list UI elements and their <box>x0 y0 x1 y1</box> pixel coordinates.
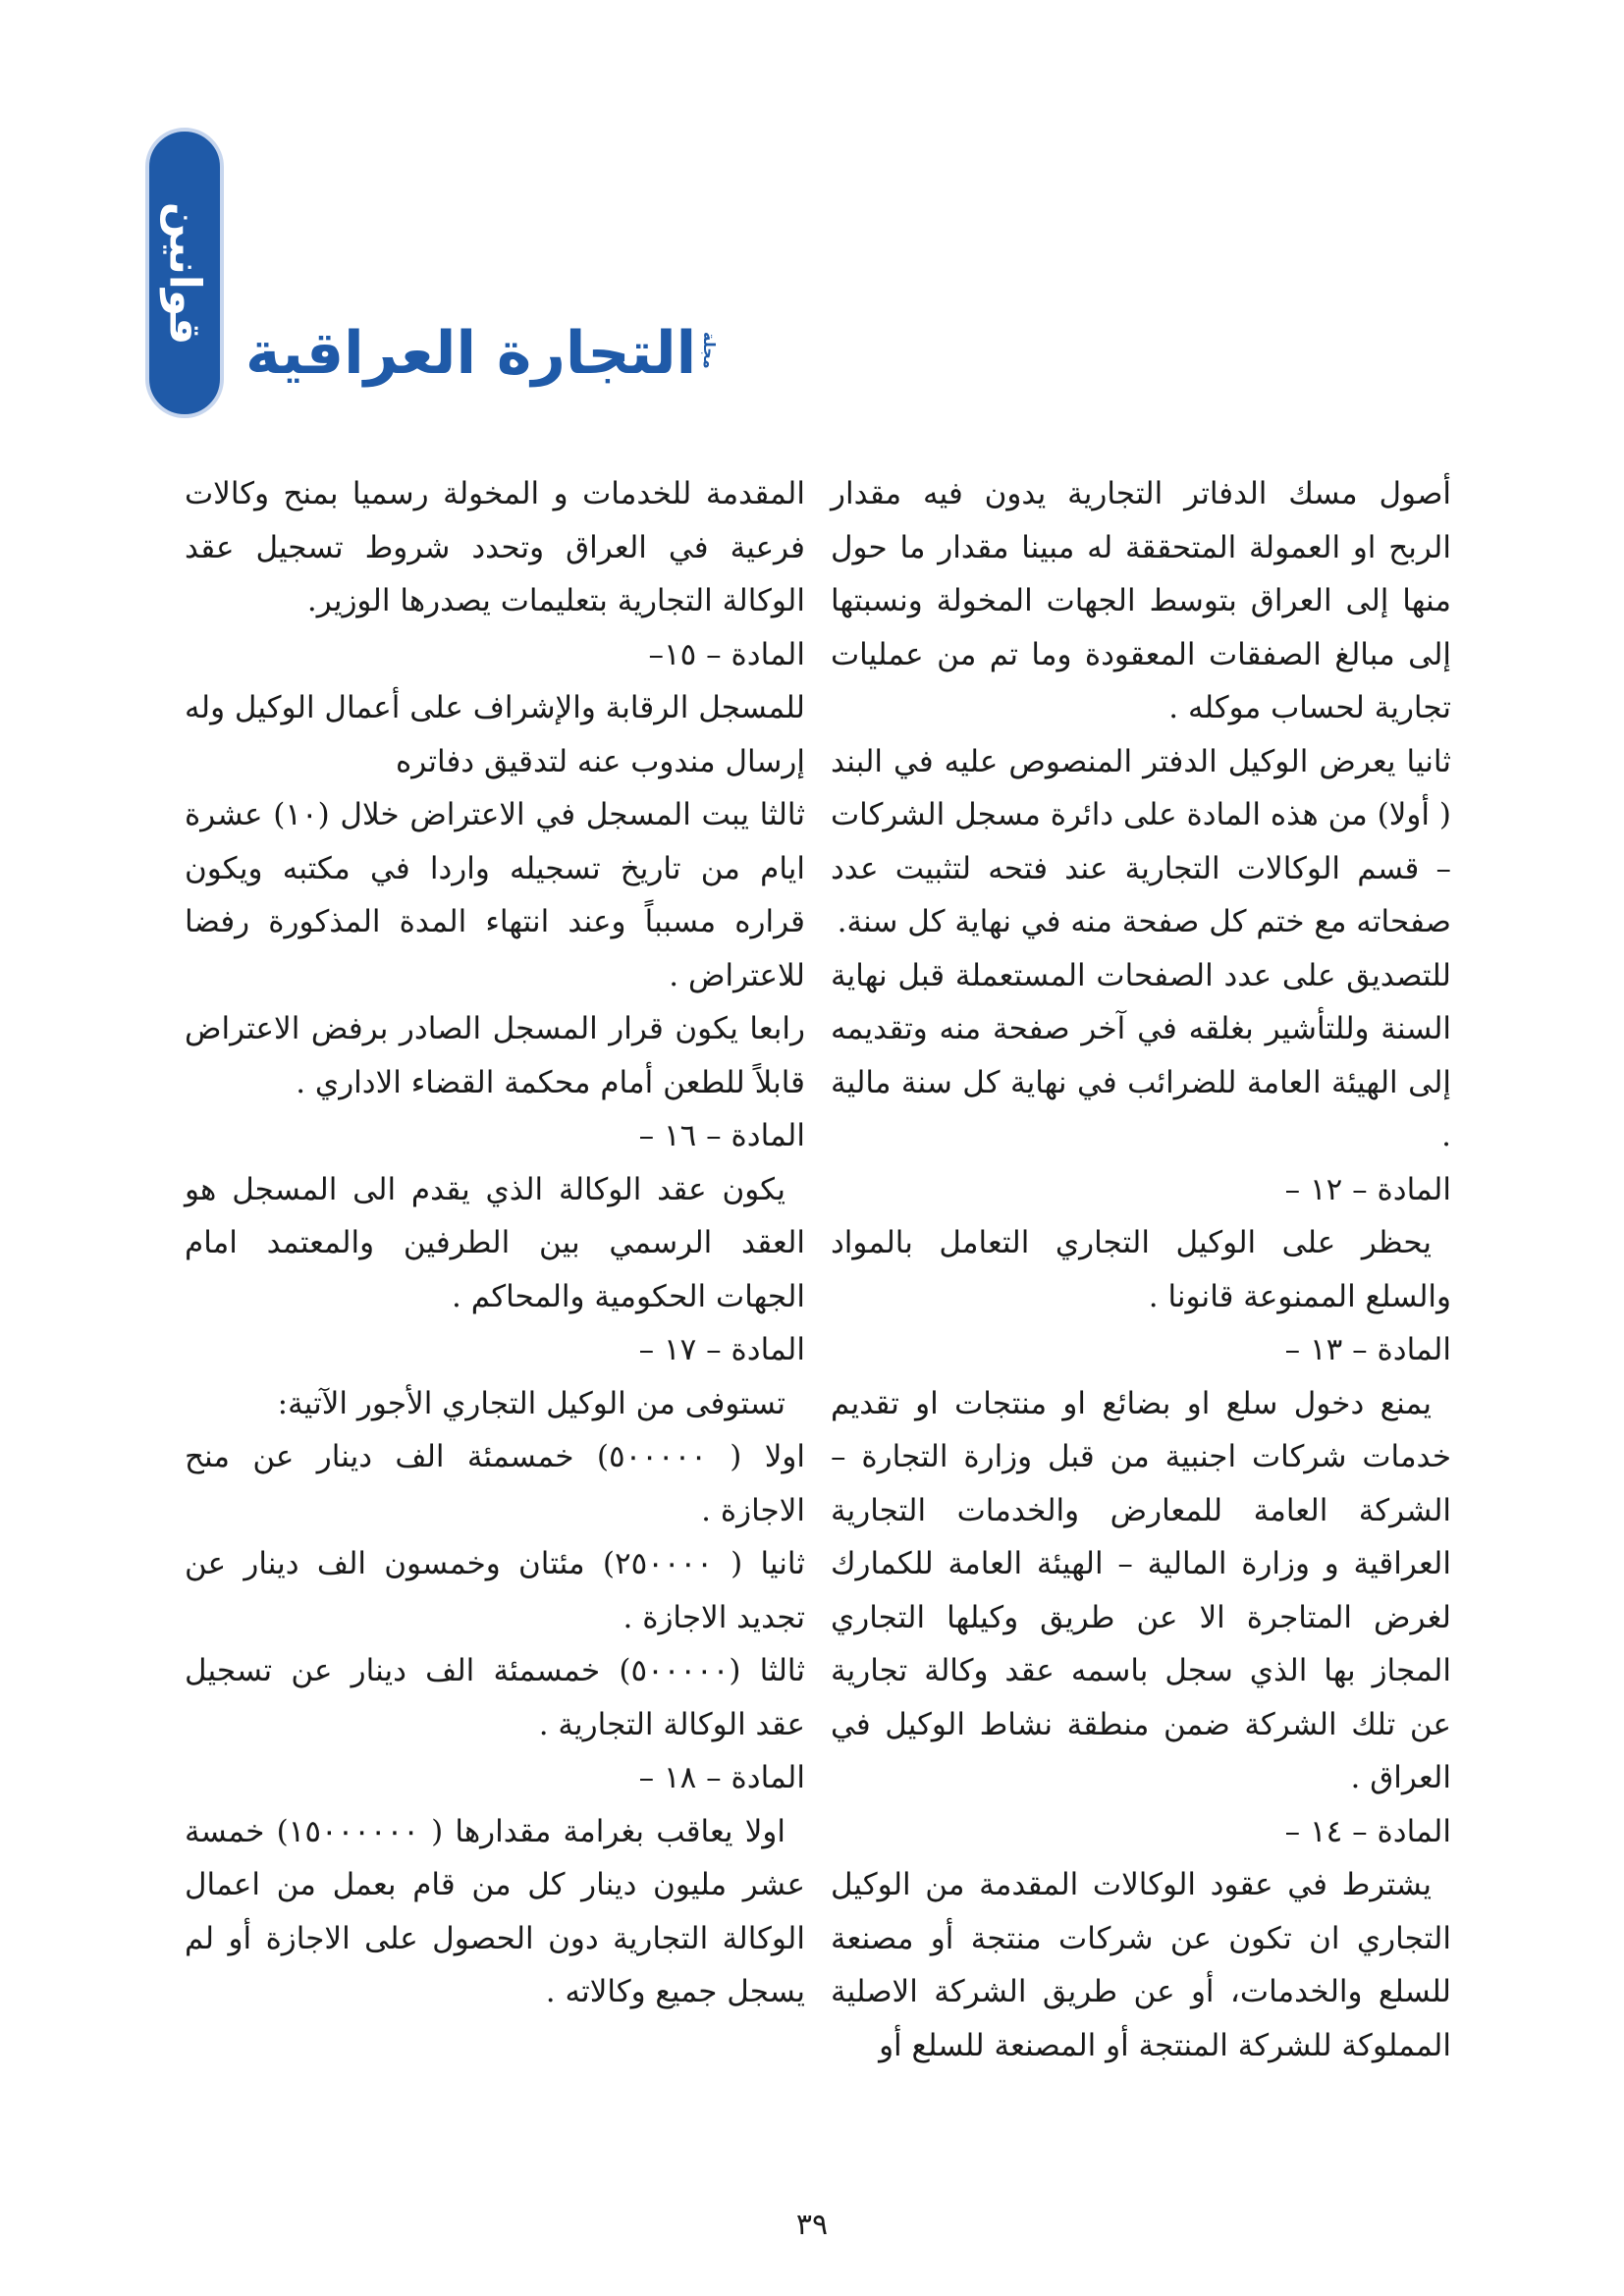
paragraph: ثالثا يبت المسجل في الاعتراض خلال (١٠) عشرة ايام من تاريخ تسجيله واردا في مكتبه ويكون قراره مسبباً وعند انتهاء المدة المذكورة رفضا للاعتراض . <box>185 797 806 993</box>
paragraph: للمسجل الرقابة والإشراف على أعمال الوكيل وله إرسال مندوب عنه لتدقيق دفاتره <box>185 690 805 779</box>
article-heading: المادة – ١٧ – <box>638 1332 805 1367</box>
article-heading: المادة – ١٢ – <box>1284 1171 1451 1207</box>
magazine-title: التجارة العراقية <box>245 319 697 388</box>
paragraph: ثانيا ( ٢٥٠٠٠٠) مئتان وخمسون الف دينار عن تجديد الاجازة . <box>185 1546 805 1635</box>
paragraph: المقدمة للخدمات و المخولة رسميا بمنح وكالات فرعية في العراق وتحدد شروط تسجيل عقد الوكالة التجارية بتعليمات يصدرها الوزير. <box>185 476 805 618</box>
paragraph: للتصديق على عدد الصفحات المستعملة قبل نهاية السنة وللتأشير بغلقه في آخر صفحة منه وتقديمه إلى الهيئة العامة للضرائب في نهاية كل سنة مالية . <box>831 957 1451 1153</box>
section-tab <box>145 128 224 418</box>
paragraph: ثالثا (٥٠٠٠٠٠) خمسمئة الف دينار عن تسجيل عقد الوكالة التجارية . <box>185 1653 805 1742</box>
paragraph: رابعا يكون قرار المسجل الصادر برفض الاعتراض قابلاً للطعن أمام محكمة القضاء الاداري . <box>185 1011 805 1100</box>
article-heading: المادة – ١٨ – <box>638 1760 805 1795</box>
paragraph: يحظر على الوكيل التجاري التعامل بالمواد والسلع الممنوعة قانونا . <box>831 1225 1451 1314</box>
paragraph: يشترط في عقود الوكالات المقدمة من الوكيل التجاري ان تكون عن شركات منتجة أو مصنعة للسلع والخدمات، أو عن طريق الشركة الاصلية المملوكة للشركة المنتجة أو المصنعة للسلع أو <box>831 1867 1451 2063</box>
paragraph: يمنع دخول سلع او بضائع او منتجات او تقديم خدمات شركات اجنبية من قبل وزارة التجارة – الشركة العامة للمعارض والخدمات التجارية العراقية و وزارة المالية – الهيئة العامة للكمارك لغرض المتاجرة الا عن طريق وكيلها التجاري المجاز بها الذي سجل باسمه عقد وكالة تجارية عن تلك الشركة ضمن منطقة نشاط الوكيل في العراق . <box>831 1385 1451 1795</box>
article-heading: المادة – ١٤ – <box>1284 1813 1451 1849</box>
page-number: ٣٩ <box>795 2208 829 2242</box>
right-column <box>831 467 1451 2072</box>
paragraph: أصول مسك الدفاتر التجارية يدون فيه مقدار الربح او العمولة المتحققة له مبينا مقدار ما حول منها إلى العراق بتوسط الجهات المخولة ونسبتها إلى مبالغ الصفقات المعقودة وما تم من عمليات تجارية لحساب موكله . <box>831 476 1451 725</box>
magazine-logo <box>245 319 720 388</box>
article-heading: المادة – ١٣ – <box>1284 1332 1451 1367</box>
magazine-prefix: مجلة <box>700 332 720 369</box>
paragraph: اولا يعاقب بغرامة مقدارها ( ١٥٠٠٠٠٠٠) خمسة عشر مليون دينار كل من قام بعمل من اعمال الوكالة التجارية دون الحصول على الاجازة أو لم يسجل جميع وكالاته . <box>185 1813 805 2009</box>
paragraph: تستوفى من الوكيل التجاري الأجور الآتية: <box>277 1385 785 1421</box>
left-column <box>185 467 805 2019</box>
paragraph: اولا ( ٥٠٠٠٠٠) خمسمئة الف دينار عن منح الاجازة . <box>185 1439 805 1528</box>
article-heading: المادة – ١٥– <box>648 636 805 672</box>
paragraph: يكون عقد الوكالة الذي يقدم الى المسجل هو العقد الرسمي بين الطرفين والمعتمد امام الجهات الحكومية والمحاكم . <box>185 1171 805 1314</box>
paragraph: ثانيا يعرض الوكيل الدفتر المنصوص عليه في البند ( أولا) من هذه المادة على دائرة مسجل الشركات – قسم الوكالات التجارية عند فتحه لتثبيت عدد صفحاته مع ختم كل صفحة منه في نهاية كل سنة. <box>831 743 1451 939</box>
article-heading: المادة – ١٦ – <box>638 1118 805 1153</box>
section-tab-label: قوانين <box>159 201 210 345</box>
